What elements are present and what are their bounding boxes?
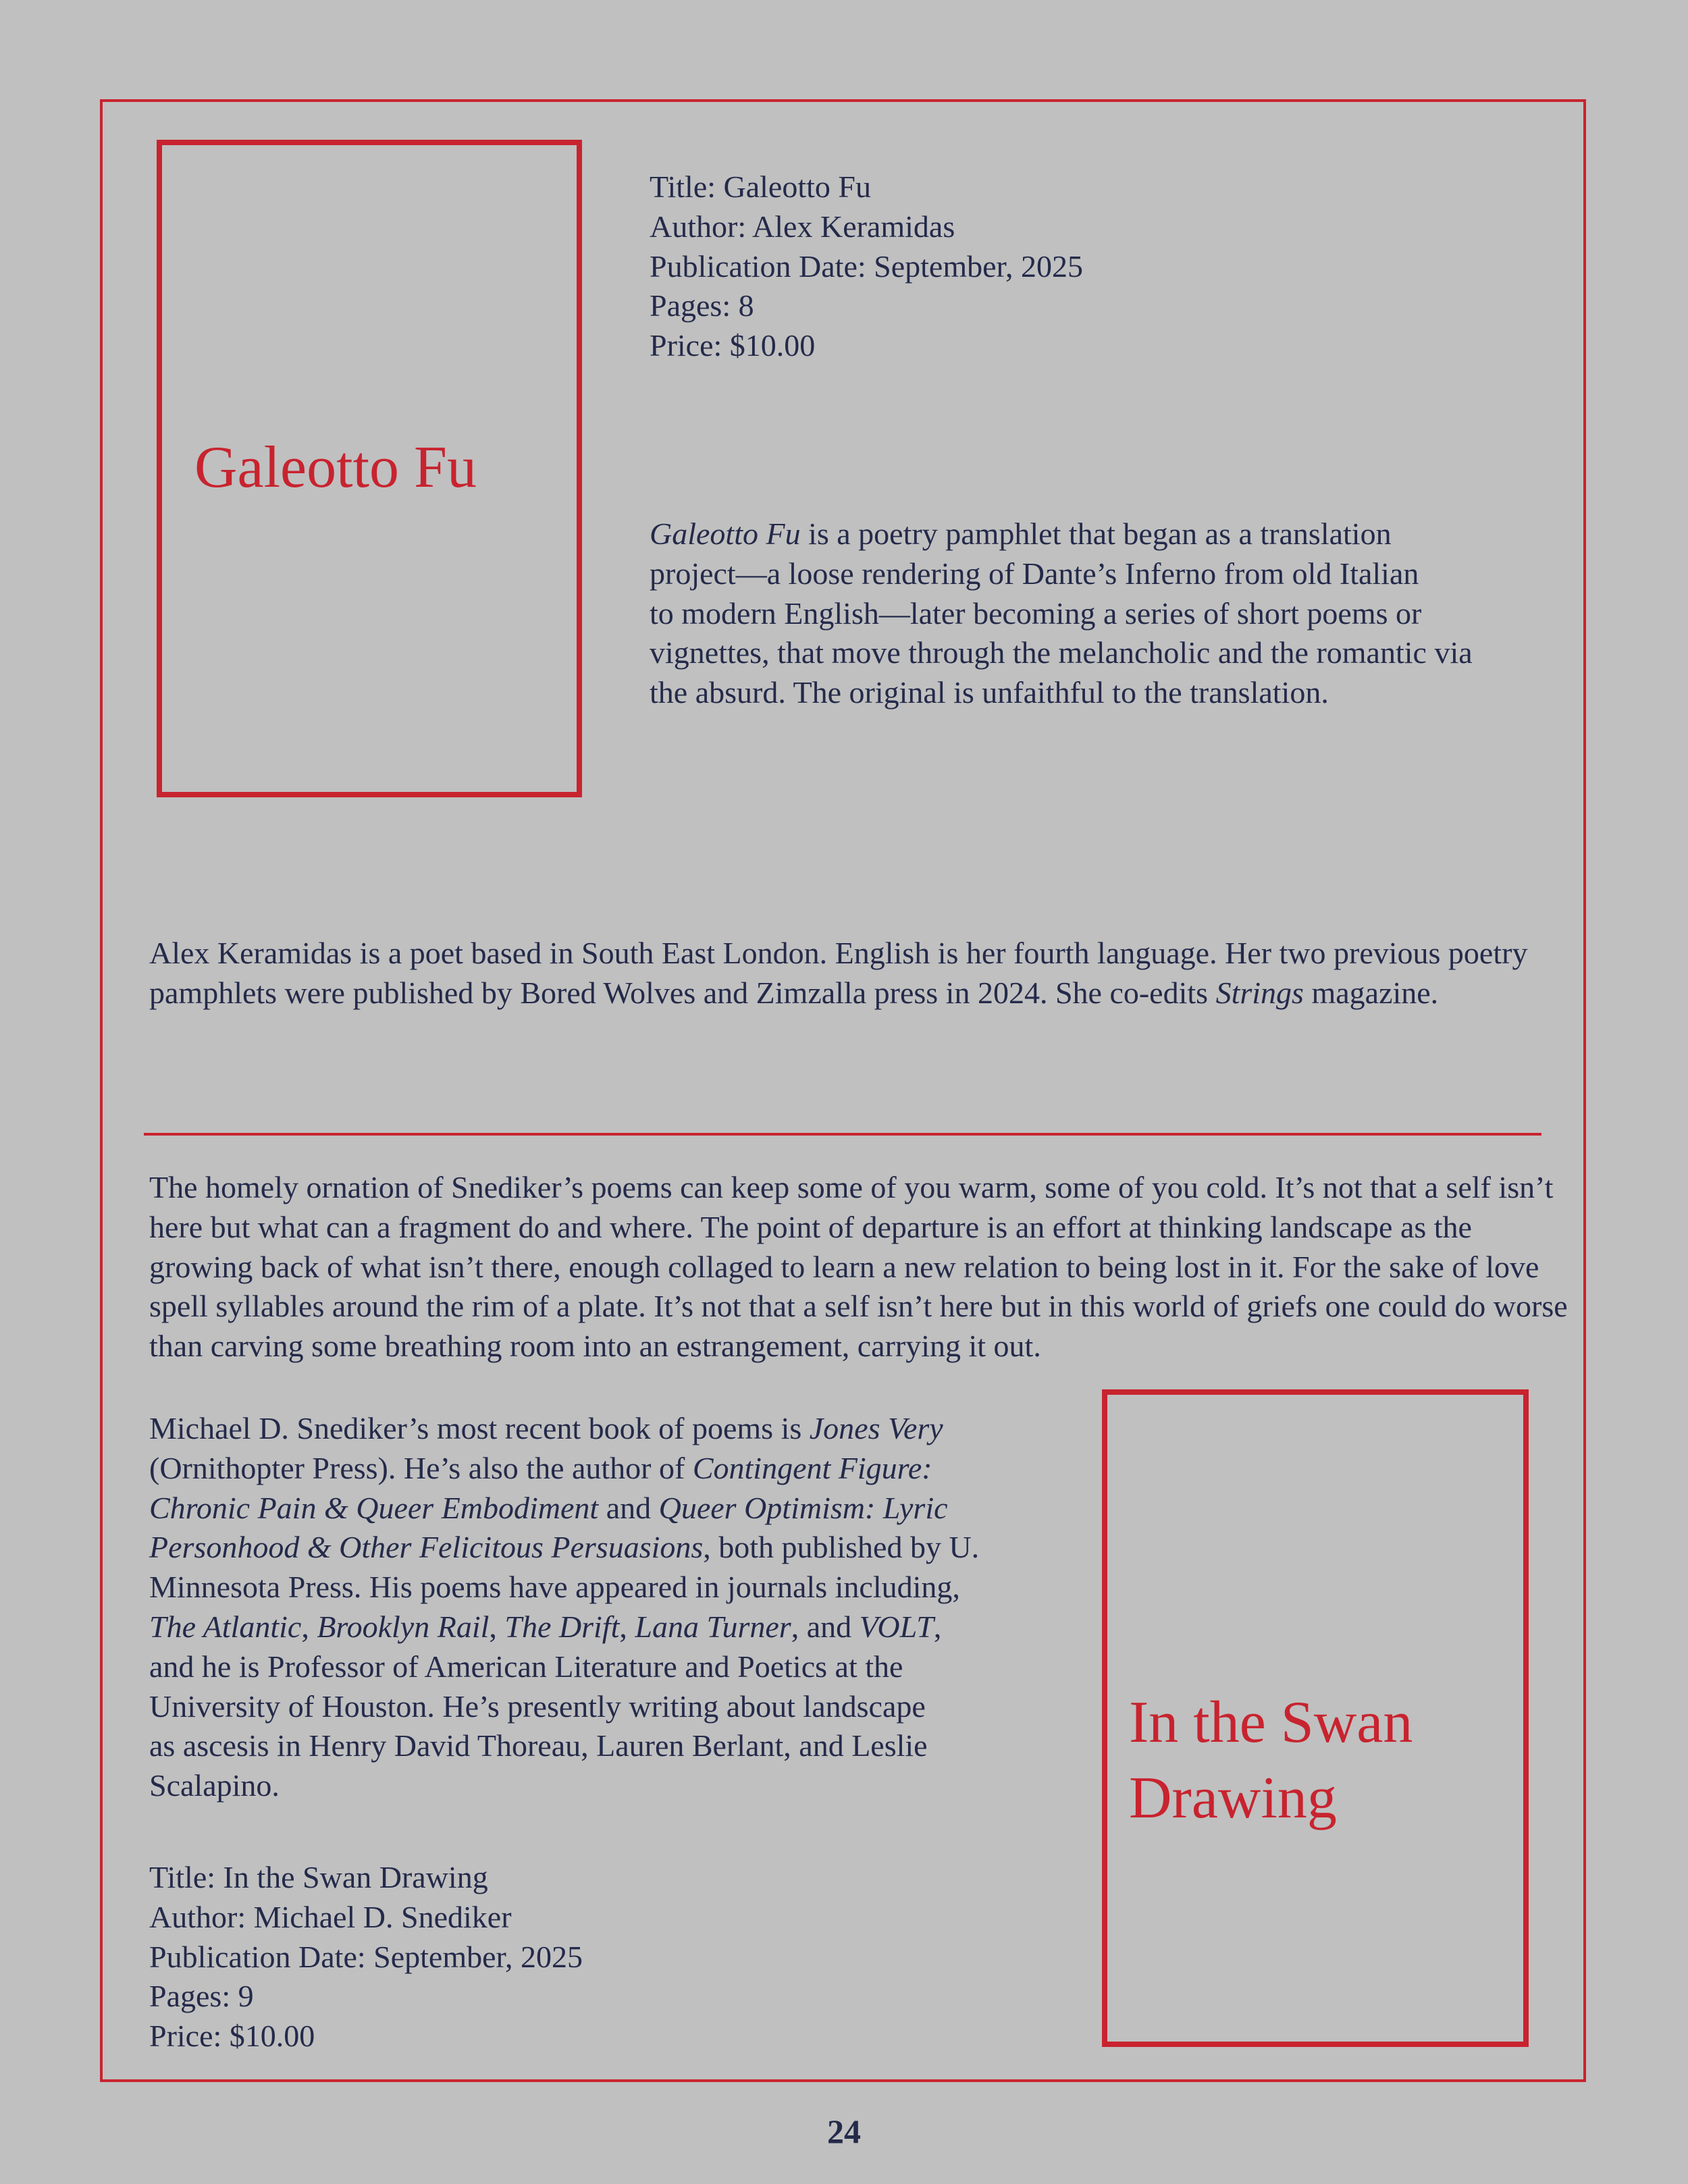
bio-text: magazine. [1303, 975, 1439, 1010]
bio-line: and he is Professor of American Literature and Poetics at the [149, 1649, 903, 1684]
bio-line [149, 974, 1527, 1013]
book-cover-in-the-swan-drawing [1102, 1389, 1529, 2047]
bio-text: (Ornithopter Press). He’s also the author of [149, 1450, 693, 1485]
book-title-italic: Queer Optimism: Lyric [658, 1490, 948, 1525]
journal-title-italic: The Drift [504, 1609, 620, 1644]
book-title-italic: Jones Very [809, 1411, 943, 1445]
bio-text: , [619, 1609, 635, 1644]
bio-text: , [301, 1609, 317, 1644]
bio-line: as ascesis in Henry David Thoreau, Lauren Berlant, and Leslie [149, 1728, 928, 1763]
book-title-italic: Personhood & Other Felicitous Persuasions [149, 1530, 704, 1565]
description-line: the absurd. The original is unfaithful to the translation. [650, 675, 1329, 710]
bio-line [149, 1607, 979, 1647]
description-line: vignettes, that move through the melancholic and the romantic via [650, 635, 1473, 670]
journal-title-italic: VOLT [859, 1609, 934, 1644]
cover-title: In the Swan Drawing [1129, 1690, 1413, 1831]
blurb-line: growing back of what isn’t there, enough collaged to learn a new relation to being lost in it. For the sake of love [149, 1249, 1539, 1284]
blurb-line: The homely ornation of Snediker’s poems can keep some of you warm, some of you cold. It’s not that a self isn’t [149, 1170, 1554, 1204]
book-cover-galeotto-fu [157, 140, 582, 797]
meta-publication-date: Publication Date: September, 2025 [149, 1939, 583, 1974]
bio-text: Michael D. Snediker’s most recent book of poems is [149, 1411, 810, 1445]
section-divider [144, 1133, 1541, 1136]
description-line: to modern English—later becoming a series of short poems or [650, 595, 1422, 631]
magazine-title-italic: Strings [1215, 975, 1304, 1010]
meta-pages: Pages: 8 [650, 288, 754, 323]
meta-price: Price: $10.00 [650, 328, 816, 363]
description-line: project—a loose rendering of Dante’s Inferno from old Italian [650, 556, 1419, 591]
bio-line [149, 1528, 979, 1568]
meta-price: Price: $10.00 [149, 2019, 315, 2054]
meta-publication-date: Publication Date: September, 2025 [650, 248, 1084, 284]
bio-line: Minnesota Press. His poems have appeared in journals including, [149, 1570, 960, 1605]
journal-title-italic: Brooklyn Rail [317, 1609, 490, 1644]
blurb-line: spell syllables around the rim of a plate. It’s not that a self isn’t here but in this world of griefs one could do worse [149, 1289, 1568, 1324]
cover-title: Galeotto Fu [194, 435, 477, 500]
description-text: is a poetry pamphlet that began as a translation [800, 516, 1392, 551]
bio-text: , both published by U. [703, 1530, 980, 1565]
bio-text: pamphlets were published by Bored Wolves and Zimzalla press in 2024. She co-edits [149, 975, 1216, 1010]
book2-author-bio [149, 1409, 979, 1806]
book2-metadata [149, 1858, 583, 2056]
book-title-italic: Galeotto Fu [650, 516, 801, 551]
blurb-line: here but what can a fragment do and where. The point of departure is an effort at thinking landscape as the [149, 1209, 1472, 1244]
meta-pages: Pages: 9 [149, 1979, 254, 2014]
bio-line: University of Houston. He’s presently writing about landscape [149, 1688, 926, 1724]
meta-author: Author: Michael D. Snediker [149, 1899, 512, 1934]
meta-title: Title: In the Swan Drawing [149, 1860, 488, 1894]
journal-title-italic: The Atlantic [149, 1609, 302, 1644]
bio-line: Alex Keramidas is a poet based in South East London. English is her fourth language. Her two previous poetry [149, 936, 1528, 970]
bio-text: , [933, 1609, 942, 1644]
book1-description [650, 514, 1473, 713]
book-title-italic: Chronic Pain & Queer Embodiment [149, 1490, 599, 1525]
bio-line: Scalapino. [149, 1768, 280, 1803]
page-number: 24 [827, 2112, 861, 2150]
book1-metadata [650, 167, 1083, 366]
bio-line [149, 1489, 979, 1528]
meta-author: Author: Alex Keramidas [650, 209, 955, 244]
book-title-italic: Contingent Figure: [692, 1450, 932, 1485]
bio-text: and [598, 1490, 659, 1525]
book2-blurb [149, 1168, 1568, 1366]
bio-text: , [489, 1609, 505, 1644]
blurb-line: than carving some breathing room into an estrangement, carrying it out. [149, 1329, 1041, 1364]
meta-title: Title: Galeotto Fu [650, 169, 871, 204]
book1-author-bio [149, 934, 1527, 1013]
bio-line [149, 1449, 979, 1489]
bio-line [149, 1409, 979, 1449]
bio-text: , and [791, 1609, 860, 1644]
journal-title-italic: Lana Turner [635, 1609, 791, 1644]
description-line [650, 514, 1473, 554]
